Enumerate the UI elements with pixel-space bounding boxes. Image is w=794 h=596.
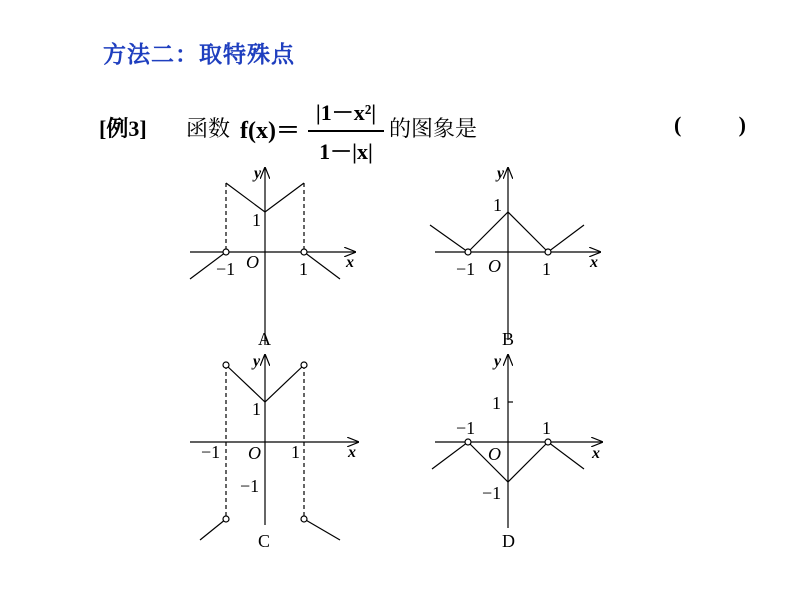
tick-minus-one-a: −1	[216, 259, 236, 279]
tick-minus-one-y-c: −1	[240, 476, 260, 496]
tick-one-y-b: 1	[493, 195, 502, 215]
tick-one-y-a: 1	[252, 210, 261, 230]
option-label-d: D	[502, 531, 515, 551]
tick-one-x-d: 1	[542, 418, 551, 438]
y-label-c: y	[253, 353, 261, 370]
tick-one-y-c: 1	[252, 399, 261, 419]
option-label-c: C	[258, 531, 271, 551]
fraction-denominator: 1－|x|	[319, 139, 373, 164]
origin-c: O	[248, 443, 261, 463]
hole-top-right	[301, 362, 307, 368]
hole-left	[223, 249, 229, 255]
fraction-numerator: |1－x²|	[315, 100, 377, 125]
tick-minus-one-d: −1	[456, 418, 476, 438]
hole-right	[545, 439, 551, 445]
x-label-d: x	[592, 445, 600, 462]
right-paren: )	[738, 112, 746, 137]
x-label-a: x	[346, 254, 354, 271]
tick-minus-one-y-d: −1	[482, 483, 502, 503]
method-heading: 方法二：取特殊点	[103, 42, 295, 68]
graph-d	[432, 355, 602, 528]
example-tag: [例3]	[99, 116, 147, 141]
origin-a: O	[246, 252, 259, 272]
origin-d: O	[488, 444, 501, 464]
curve-lower-left	[200, 519, 226, 540]
x-label-c: x	[348, 444, 356, 461]
tick-one-x-c: 1	[291, 442, 300, 462]
graph-b	[430, 168, 600, 340]
tick-one-x-b: 1	[542, 259, 551, 279]
y-label-a: y	[254, 165, 262, 182]
hole-top-left	[223, 362, 229, 368]
hole-left	[465, 249, 471, 255]
tick-one-y-d: 1	[492, 393, 501, 413]
hole-bottom-right	[301, 516, 307, 522]
tick-minus-one-b: −1	[456, 259, 476, 279]
graph-a	[190, 168, 355, 345]
tick-one-x-a: 1	[299, 259, 308, 279]
hole-right	[301, 249, 307, 255]
option-label-a: A	[258, 329, 271, 349]
x-label-b: x	[590, 254, 598, 271]
tick-minus-one-c: −1	[201, 442, 221, 462]
function-lhs: f(x)＝	[240, 118, 300, 144]
origin-b: O	[488, 256, 501, 276]
stem-suffix: 的图象是	[389, 117, 478, 142]
y-label-b: y	[497, 165, 505, 182]
hole-left	[465, 439, 471, 445]
y-label-d: y	[494, 353, 502, 370]
curve	[430, 212, 584, 252]
stem-prefix: 函数	[186, 117, 231, 142]
hole-bottom-left	[223, 516, 229, 522]
curve-right-lower	[304, 252, 340, 279]
left-paren: (	[674, 112, 682, 137]
curve-lower-right	[304, 519, 340, 540]
option-label-b: B	[502, 329, 515, 349]
hole-right	[545, 249, 551, 255]
